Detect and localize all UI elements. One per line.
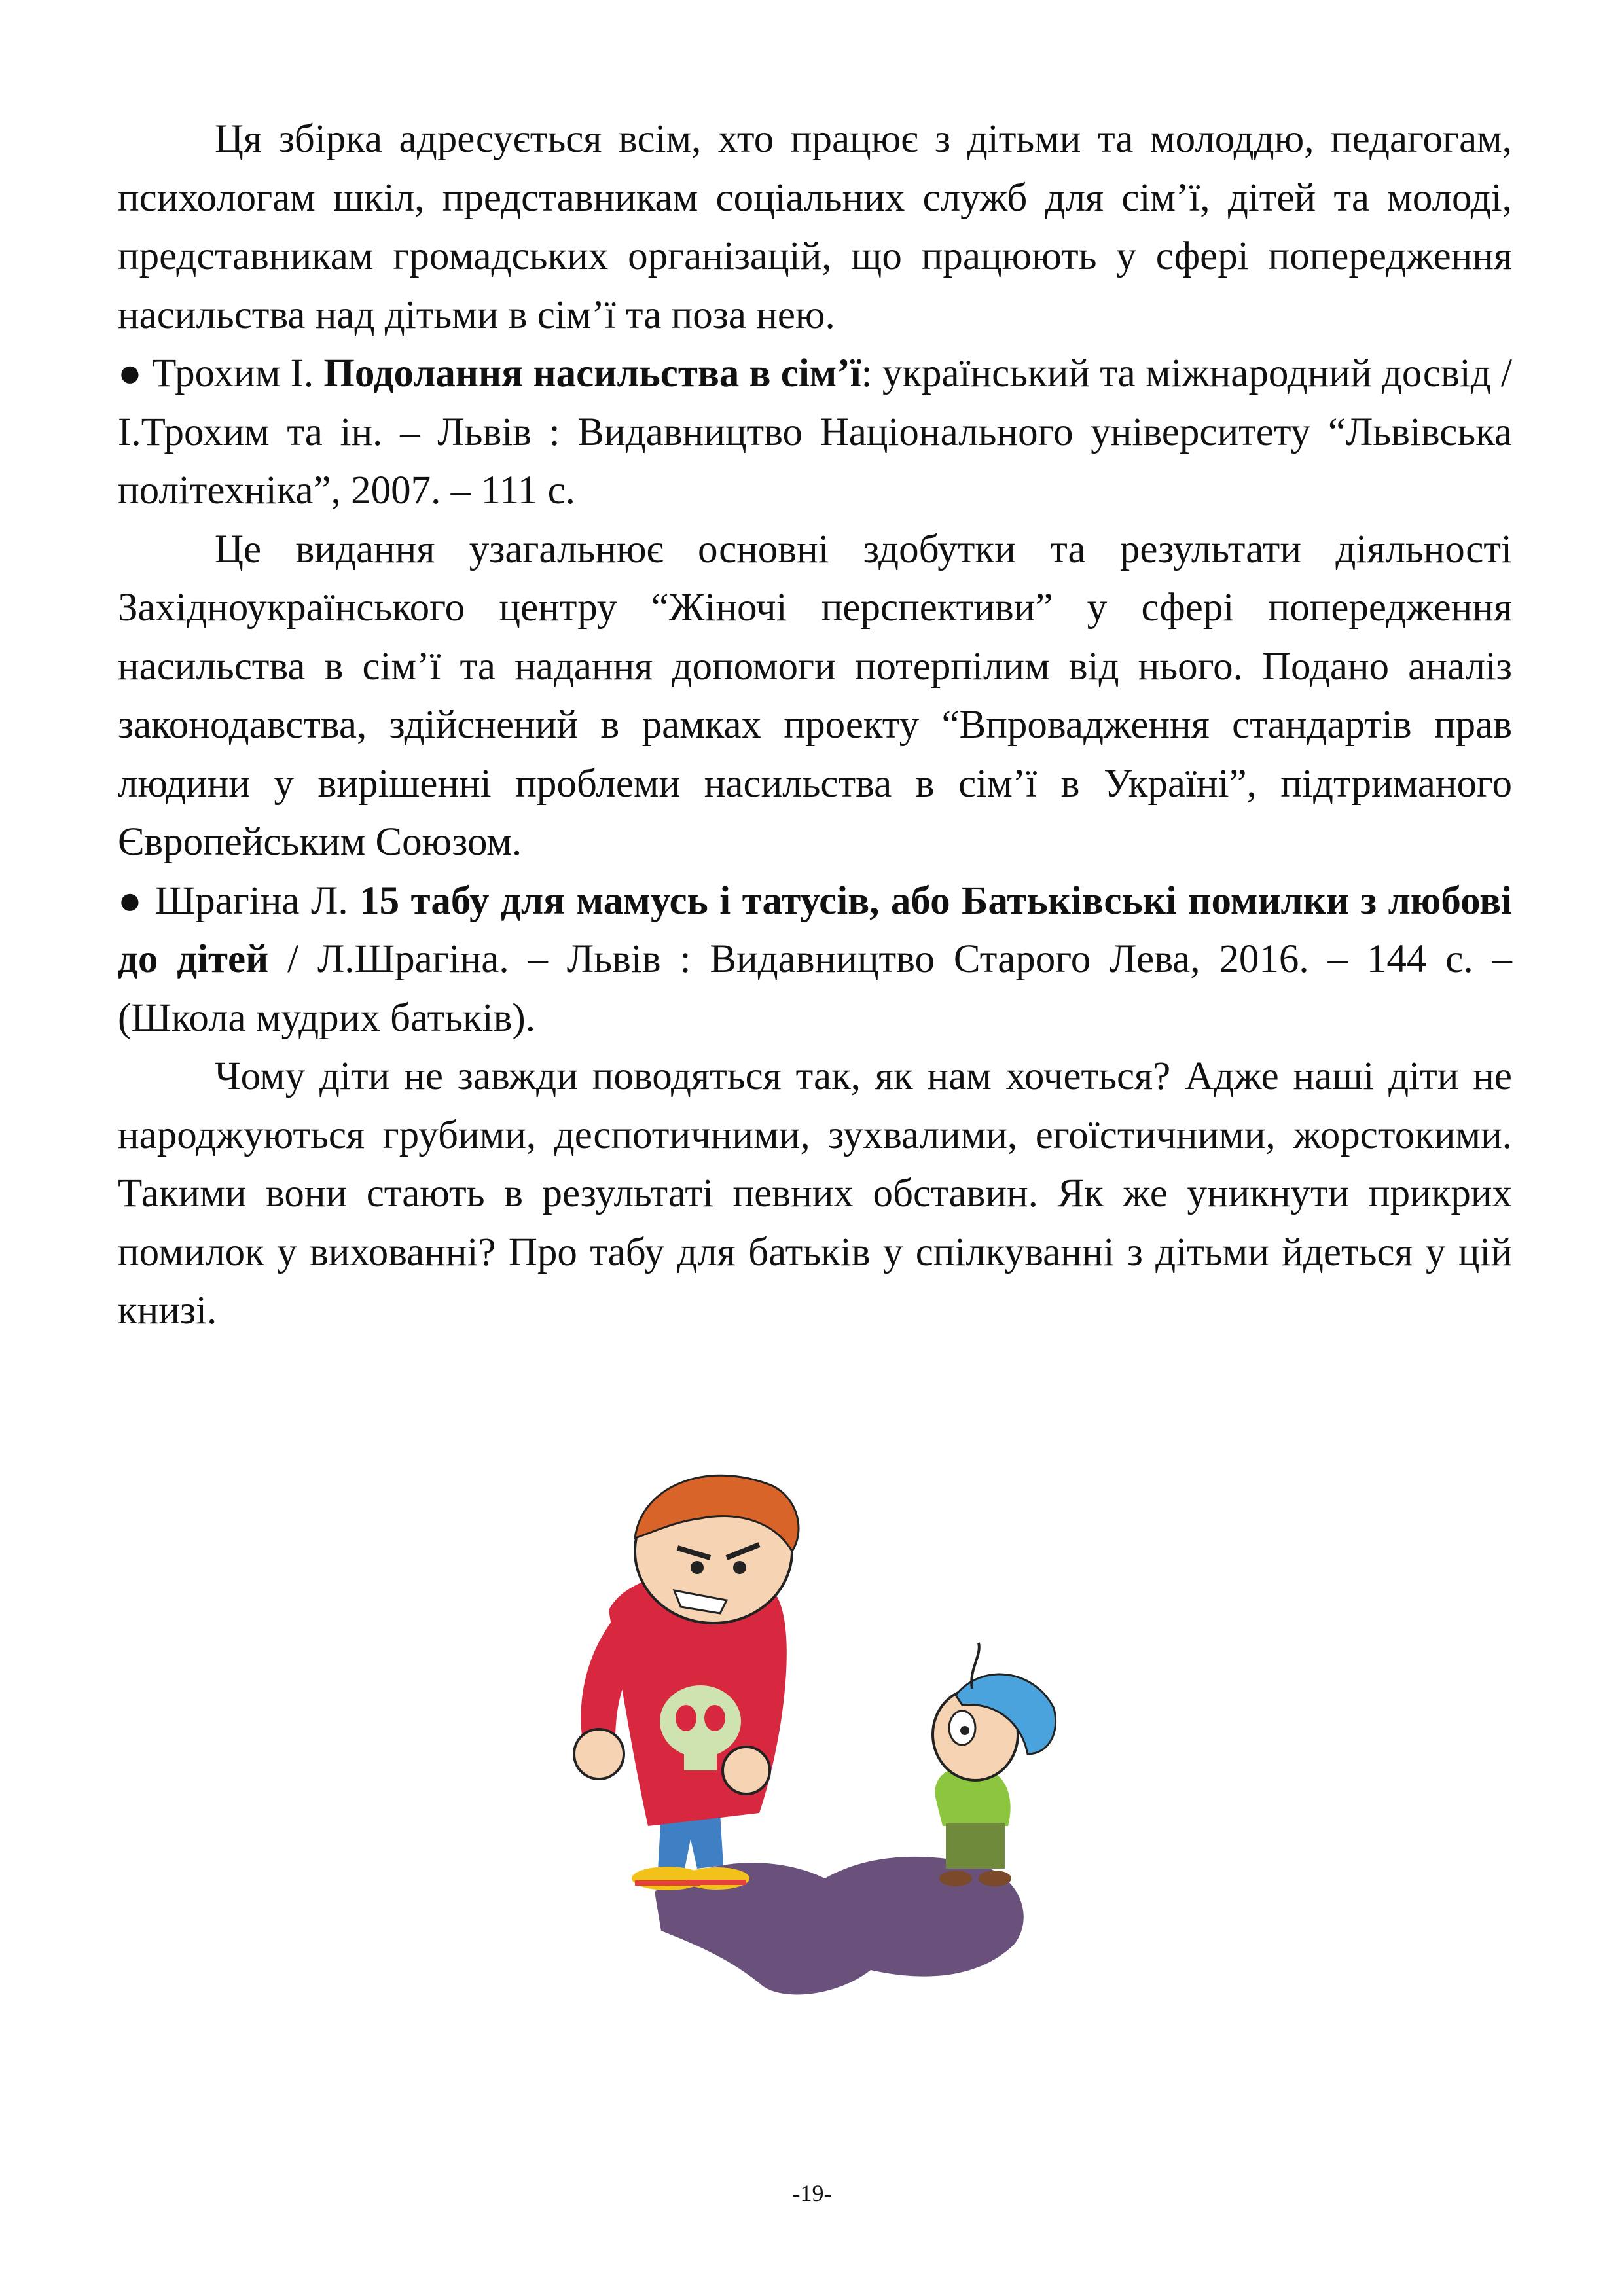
page-number: -19-	[792, 2180, 832, 2206]
paragraph-description-2: Чому діти не завжди поводяться так, як нам хочеться? Адже наші діти не народжуються грубими, деспотичними, зухвалими, егоїстичними, жорстокими. Такими вони стають в результаті певних обставин. Як же уникнути прикрих помилок у вихованні? Про табу для батьків у спілкуванні з дітьми йдеться у цій книзі.	[118, 1054, 1512, 1333]
entry-details: : український та міжнародний досвід / І.Трохим та ін. – Львів : Видавництво Національного університету “Львівська політехніка”, 2007. – 111 с.	[118, 351, 1512, 512]
entry-author: Шрагіна Л.	[154, 878, 360, 923]
bibliography-entry-2	[118, 872, 1512, 1048]
body-text	[118, 110, 1512, 1340]
bullet: ●	[118, 351, 153, 395]
entry-title: Подолання насильства в сім’ї	[323, 351, 861, 395]
entry-details: / Л.Шрагіна. – Львів : Видавництво Старого Лева, 2016. – 144 с. – (Школа мудрих батьків).	[118, 937, 1512, 1040]
paragraph-intro: Ця збірка адресується всім, хто працює з дітьми та молоддю, педагогам, психологам шкіл, представникам соціальних служб для сім’ї, дітей та молоді, представникам громадських організацій, що працюють у сфері попередження насильства над дітьми в сім’ї та поза нею.	[118, 117, 1512, 337]
bullet: ●	[118, 878, 155, 923]
entry-title: 15 табу для мамусь і татусів, або Батьківські помилки з любові до дітей	[118, 878, 1512, 981]
bibliography-entry-1	[118, 344, 1512, 520]
bully-and-small-child-cartoon-icon	[563, 1460, 1139, 2022]
entry-author: Трохим І.	[152, 351, 324, 395]
paragraph-description-1: Це видання узагальнює основні здобутки та результати діяльності Західноукраїнського центру “Жіночі перспективи” у сфері попередження насильства в сім’ї та надання допомоги потерпілим від нього. Подано аналіз законодавства, здійснений в рамках проекту “Впровадження стандартів прав людини у вирішенні проблеми насильства в сім’ї в Україні”, підтриманого Європейським Союзом.	[118, 527, 1512, 864]
